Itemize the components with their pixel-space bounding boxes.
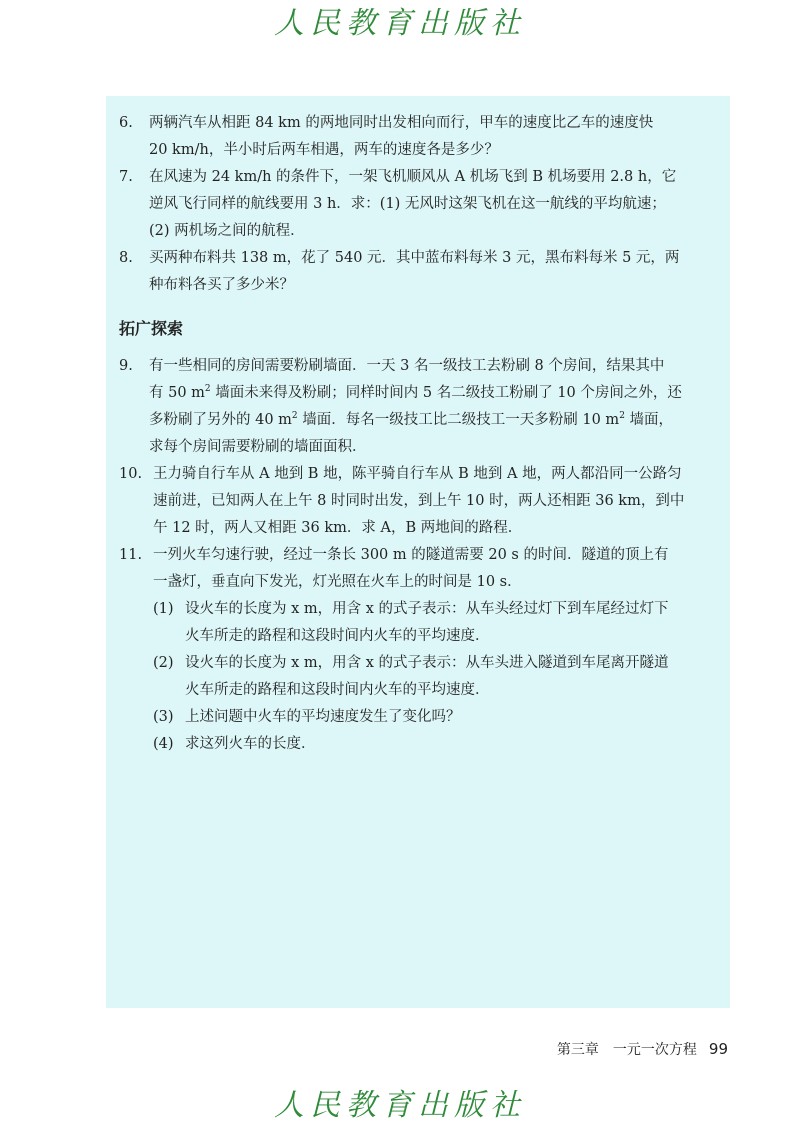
problem-9: 9. 有一些相同的房间需要粉刷墙面．一天 3 名一级技工去粉刷 8 个房间，结果其中 有 50 $m^2$ 墙面未来得及粉刷；同样时间内 5 名二级技工粉刷了 10 个房间之外，还 多粉刷了另外的 40 $m^2$ 墙面．每名一级技工比二级技工一天多粉刷 10 $m^2$ 墙面， 求每个房间需要粉刷的墙面面积．	[119, 358, 682, 455]
problem-11: 11. 一列火车匀速行驶，经过一条长 300 m 的隧道需要 20 s 的时间．隧道的顶上有 一盏灯，垂直向下发光，灯光照在火车上的时间是 10 s．	[119, 547, 669, 590]
page-number: 99	[708, 1040, 728, 1058]
problem-6: 6. 两辆汽车从相距 84 km 的两地同时出发相向而行，甲车的速度比乙车的速度快 20 km/h，半小时后两车相遇，两车的速度各是多少？	[119, 115, 654, 158]
problem-11-part-2: (2) 设火车的长度为 x m，用含 x 的式子表示：从车头进入隧道到车尾离开隧道 火车所走的路程和这段时间内火车的平均速度．	[153, 655, 669, 698]
page-footer	[557, 1039, 728, 1060]
problem-11-part-4: (4) 求这列火车的长度．	[153, 736, 316, 752]
problem-10: 10. 王力骑自行车从 A 地到 B 地，陈平骑自行车从 B 地到 A 地，两人都沿同一公路匀 速前进，已知两人在上午 8 时同时出发，到上午 10 时，两人还相距 36 km，到中 午 12 时，两人又相距 36 km．求 A，B 两地间的路程．	[119, 466, 685, 536]
problem-8: 8. 买两种布料共 138 m，花了 540 元．其中蓝布料每米 3 元，黑布料每米 5 元，两 种布料各买了多少米？	[119, 250, 680, 293]
problem-11-part-3: (3) 上述问题中火车的平均速度发生了变化吗？	[153, 709, 461, 725]
section-title: 拓广探索	[119, 319, 184, 338]
chapter-title: 第三章 一元一次方程	[556, 1042, 697, 1058]
publisher-logo-bottom: 人民教育出版社	[274, 1088, 526, 1123]
publisher-logo-top: 人民教育出版社	[274, 6, 526, 41]
problem-7: 7. 在风速为 24 km/h 的条件下，一架飞机顺风从 A 机场飞到 B 机场要用 2.8 h，它 逆风飞行同样的航线要用 3 h．求：(1) 无风时这架飞机在这一航线的平均航速； (2) 两机场之间的航程．	[119, 169, 677, 239]
problem-11-part-1: (1) 设火车的长度为 x m，用含 x 的式子表示：从车头经过灯下到车尾经过灯下 火车所走的路程和这段时间内火车的平均速度．	[153, 601, 669, 644]
exercise-content	[119, 110, 719, 758]
